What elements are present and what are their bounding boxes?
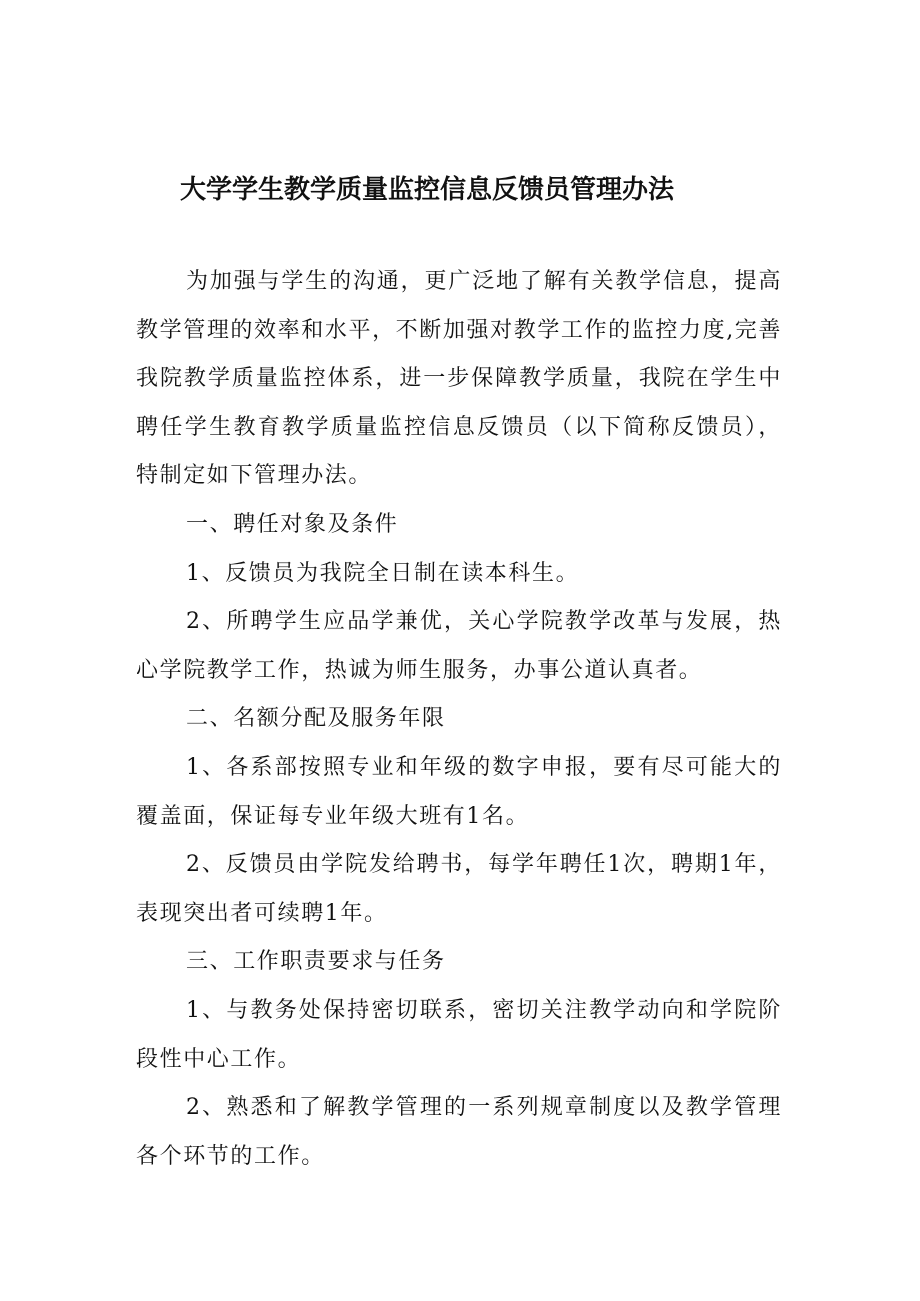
section-heading-1: 一、聘任对象及条件 xyxy=(186,511,399,537)
intro-paragraph: 为加强与学生的沟通，更广泛地了解有关教学信息，提高教学管理的效率和水平，不断加强对教学工作的监控力度,完善我院教学质量监控体系，进一步保障教学质量，我院在学生中聘任学生教育教学质量监控信息反馈员（以下简称反馈员），特制定如下管理办法。 xyxy=(136,269,782,489)
clause-2-2: 2、反馈员由学院发给聘书，每学年聘任1次，聘期1年，表现突出者可续聘1年。 xyxy=(136,852,782,926)
clause-3-2: 2、熟悉和了解教学管理的一系列规章制度以及教学管理各个环节的工作。 xyxy=(136,1095,782,1169)
clause-1-1: 1、反馈员为我院全日制在读本科生。 xyxy=(186,560,580,586)
document-title: 大学学生教学质量监控信息反馈员管理办法 xyxy=(180,175,675,205)
clause-1-2: 2、所聘学生应品学兼优，关心学院教学改革与发展，热心学院教学工作，热诚为师生服务，办事公道认真者。 xyxy=(136,609,782,683)
section-heading-3: 三、工作职责要求与任务 xyxy=(186,949,446,975)
clause-3-1: 1、与教务处保持密切联系，密切关注教学动向和学院阶段性中心工作。 xyxy=(136,997,782,1072)
document-body xyxy=(136,258,782,1181)
clause-2-1: 1、各系部按照专业和年级的数字申报，要有尽可能大的覆盖面，保证每专业年级大班有1名。 xyxy=(136,754,782,829)
section-heading-2: 二、名额分配及服务年限 xyxy=(186,706,446,732)
